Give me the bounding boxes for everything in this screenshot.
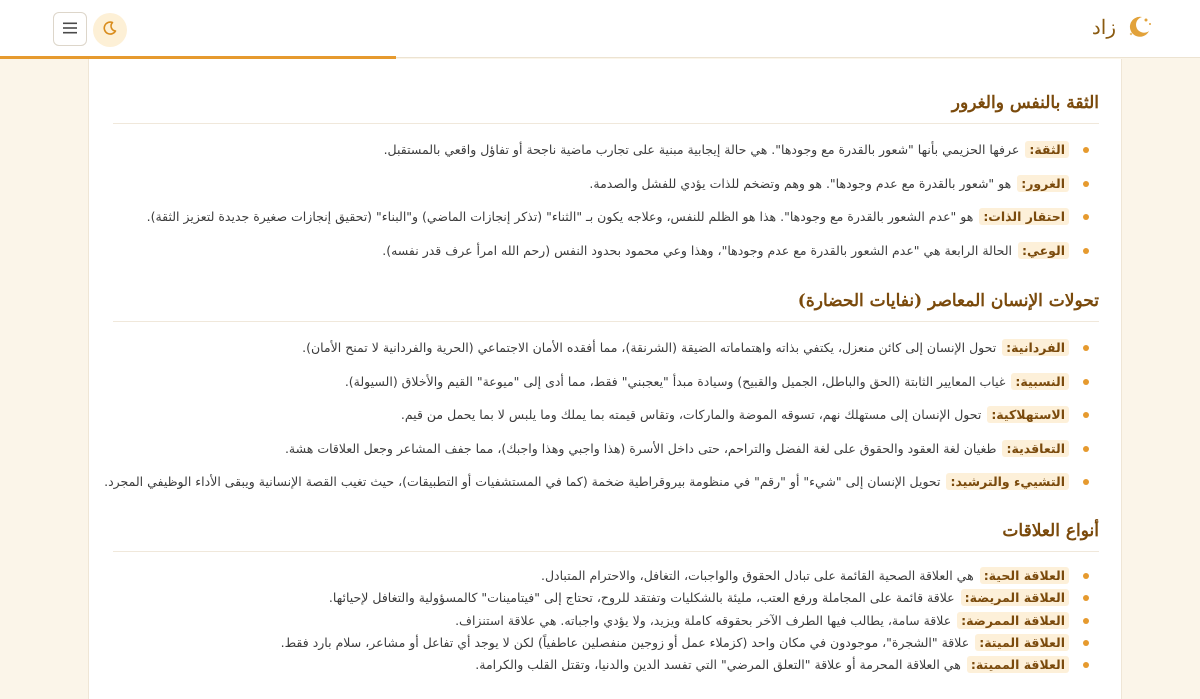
menu-button[interactable]: [53, 12, 87, 46]
item-term: التشييء والترشيد:: [946, 473, 1069, 490]
list-item: [113, 141, 1089, 159]
section-title: أنواع العلاقات: [113, 521, 1099, 552]
list-item: [113, 440, 1089, 458]
bullet-dot: [1083, 147, 1089, 153]
bullet-dot: [1083, 446, 1089, 452]
list-item: [113, 589, 1089, 607]
top-navigation-bar: [0, 0, 1200, 58]
item-term: العلاقة الممرضة:: [957, 612, 1069, 629]
item-text: هو "عدم الشعور بالقدرة مع وجودها". هذا هو الظلم للنفس، وعلاجه يكون بـ "الثناء" (تذكر إنجازات الماضي) و"البناء" (تحقيق إنجازات صغيرة جديدة لتعزيز الثقة).: [146, 209, 974, 224]
bullet-dot: [1083, 618, 1089, 624]
list-item: [113, 612, 1089, 630]
item-text: عرفها الحزيمي بأنها "شعور بالقدرة مع وجودها". هي حالة إيجابية مبنية على تجارب ماضية ناجحة أو تفاؤل واقعي بالمستقبل.: [383, 142, 1020, 157]
item-term: التعاقدية:: [1002, 440, 1069, 457]
list-item: [113, 242, 1089, 260]
item-term: النسبية:: [1011, 373, 1069, 390]
item-term: الثقة:: [1025, 141, 1069, 158]
bullet-dot: [1083, 412, 1089, 418]
moon-icon: [102, 20, 118, 40]
item-term: العلاقة المميتة:: [967, 656, 1069, 673]
list-item: [113, 208, 1089, 226]
item-text: تحويل الإنسان إلى "شيء" أو "رقم" في منظومة بيروقراطية ضخمة (كما في المستشفيات أو التطبيقات)، حيث تغيب القصة الإنسانية ويبقى الأداء الوظيفي المجرد.: [104, 474, 941, 489]
item-text: تحول الإنسان إلى مستهلك نهم، تسوقه الموضة والماركات، وتقاس قيمته بما يملك وما يلبس لا بما يحمل من قيم.: [400, 407, 982, 422]
item-term: احتقار الذات:: [979, 208, 1069, 225]
bullet-list: [113, 567, 1099, 674]
brand[interactable]: [1092, 12, 1154, 42]
hamburger-menu-icon: [62, 20, 78, 39]
item-text: علاقة سامة، يطالب فيها الطرف الآخر بحقوقه كاملة ويزيد، ولا يؤدي واجباته. هي علاقة استنزاف.: [455, 612, 952, 628]
bullet-dot: [1083, 595, 1089, 601]
bullet-dot: [1083, 479, 1089, 485]
item-term: الفردانية:: [1002, 339, 1069, 356]
bullet-dot: [1083, 573, 1089, 579]
list-item: [113, 656, 1089, 674]
bullet-dot: [1083, 662, 1089, 668]
item-text: تحول الإنسان إلى كائن منعزل، يكتفي بذاته واهتماماته الضيقة (الشرنقة)، مما أفقده الأمان الاجتماعي (الحرية والفردانية لا تمنح الأمان).: [302, 340, 997, 355]
list-item: [113, 373, 1089, 391]
item-text: هو "شعور بالقدرة مع عدم وجودها". هو وهم وتضخم للذات يؤدي للفشل والصدمة.: [589, 175, 1012, 191]
crescent-moon-logo-icon: [1124, 12, 1154, 42]
bullet-list: [113, 141, 1099, 260]
bullet-dot: [1083, 345, 1089, 351]
bullet-dot: [1083, 379, 1089, 385]
list-item: [113, 406, 1089, 424]
section-modern-human-transformations: [104, 291, 1099, 507]
list-item: [113, 634, 1089, 652]
item-term: الوعي:: [1018, 242, 1069, 259]
item-term: العلاقة المريضة:: [961, 589, 1069, 606]
theme-toggle-button[interactable]: [93, 13, 127, 47]
item-term: الاستهلاكية:: [987, 406, 1069, 423]
section-title: تحولات الإنسان المعاصر (نفايات الحضارة): [113, 291, 1099, 322]
section-relationship-types: [113, 521, 1099, 678]
list-item: [104, 473, 1089, 491]
bullet-dot: [1083, 248, 1089, 254]
item-text: الحالة الرابعة هي "عدم الشعور بالقدرة مع عدم وجودها"، وهذا وعي محمود بحدود النفس (رحم الله امرأ عرف قدر نفسه).: [382, 242, 1012, 258]
item-text: علاقة قائمة على المجاملة ورفع العتب، مليئة بالشكليات وتفتقد للروح، تحتاج إلى "فيتامينات" كالمسؤولية والتغافل لإحيائها.: [328, 590, 955, 606]
bullet-dot: [1083, 214, 1089, 220]
bullet-dot: [1083, 181, 1089, 187]
brand-name: زاد: [1091, 15, 1116, 39]
section-confidence-and-arrogance: [113, 93, 1099, 275]
item-term: الغرور:: [1017, 175, 1069, 192]
item-text: طغيان لغة العقود والحقوق على لغة الفضل والتراحم، حتى داخل الأسرة (هذا واجبي وهذا واجبك)، مما جفف المشاعر وجعل العلاقات هشة.: [284, 440, 997, 456]
item-text: غياب المعايير الثابتة (الحق والباطل، الجميل والقبيح) وسيادة مبدأ "يعجبني" فقط، مما أدى إلى "ميوعة" القيم والأخلاق (السيولة).: [344, 373, 1006, 389]
list-item: [113, 339, 1089, 357]
item-text: هي العلاقة الصحية القائمة على تبادل الحقوق والواجبات، التغافل، والاحترام المتبادل.: [541, 568, 974, 583]
section-title: الثقة بالنفس والغرور: [113, 93, 1099, 124]
item-term: العلاقة الحية:: [980, 567, 1069, 584]
item-text: علاقة "الشجرة"، موجودون في مكان واحد (كزملاء عمل أو زوجين منفصلين عاطفياً) لكن لا يوجد أي تفاعل أو مشاعر، سلام بارد فقط.: [280, 634, 970, 650]
list-item: [113, 567, 1089, 585]
item-term: العلاقة الميتة:: [975, 634, 1069, 651]
bullet-list: [104, 339, 1099, 491]
item-text: هي العلاقة المحرمة أو علاقة "التعلق المرضي" التي تفسد الدين والدنيا، وتقتل القلب والكرامة.: [475, 657, 961, 673]
bullet-dot: [1083, 640, 1089, 646]
list-item: [113, 175, 1089, 193]
article-content: [88, 59, 1122, 699]
